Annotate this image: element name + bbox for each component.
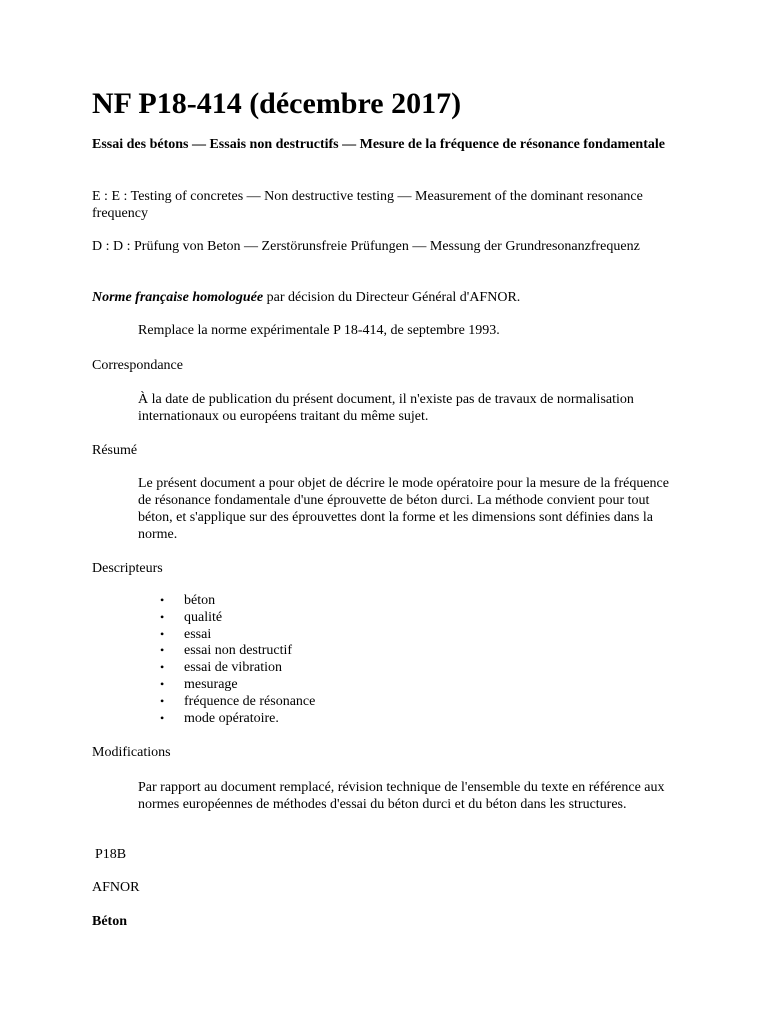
descripteurs-list	[160, 592, 315, 726]
resume-heading: Résumé	[92, 443, 138, 458]
list-item-label: essai non destructif	[184, 643, 293, 659]
list-item-label: mesurage	[184, 676, 238, 692]
descripteurs-heading: Descripteurs	[92, 561, 163, 576]
list-item	[160, 609, 315, 626]
list-item-label: essai	[184, 626, 212, 642]
list-item-label: mode opératoire.	[184, 710, 279, 726]
bullet-icon: •	[160, 693, 165, 708]
bullet-icon: •	[160, 660, 165, 675]
correspondance-text: À la date de publication du présent document, il n'existe pas de travaux de normalisation internationaux ou européens traitant du même sujet.	[138, 392, 634, 424]
category-label: Béton	[92, 914, 127, 929]
english-title: E : E : Testing of concretes — Non destructive testing — Measurement of the dominant resonance frequency	[92, 189, 643, 221]
bullet-icon: •	[160, 626, 165, 641]
list-item	[160, 676, 315, 693]
list-item-label: fréquence de résonance	[184, 693, 316, 709]
list-item-label: béton	[184, 593, 216, 608]
bullet-icon: •	[160, 676, 165, 691]
correspondance-heading: Correspondance	[92, 358, 183, 373]
modifications-heading: Modifications	[92, 745, 171, 760]
homologation-emphasis: Norme française homologuée	[92, 290, 264, 305]
list-item	[160, 710, 315, 727]
homologation-statement	[92, 289, 672, 306]
modifications-text: Par rapport au document remplacé, révision technique de l'ensemble du texte en référence aux normes européennes de méthodes d'essai du béton durci et du béton dans les structures.	[138, 780, 665, 812]
list-item	[160, 642, 315, 659]
classification-code: P18B	[95, 847, 127, 862]
german-title: D : D : Prüfung von Beton — Zerstörunsfreie Prüfungen — Messung der Grundresonanzfrequenz	[92, 239, 640, 254]
bullet-icon: •	[160, 593, 165, 607]
resume-text: Le présent document a pour objet de décrire le mode opératoire pour la mesure de la fréquence de résonance fondamentale d'une éprouvette de béton durci. La méthode convient pour tout béton, et s'applique sur des éprouvettes dont la forme et les dimensions sont définies dans la norme.	[138, 476, 669, 542]
bullet-icon: •	[160, 710, 165, 725]
bullet-icon: •	[160, 643, 165, 658]
list-item	[160, 626, 315, 643]
replaces-note: Remplace la norme expérimentale P 18-414, de septembre 1993.	[138, 323, 500, 338]
list-item	[160, 693, 315, 710]
document-subtitle: Essai des bétons — Essais non destructifs — Mesure de la fréquence de résonance fondamentale	[92, 137, 665, 152]
homologation-rest: par décision du Directeur Général d'AFNOR.	[263, 290, 521, 305]
bullet-icon: •	[160, 609, 165, 624]
list-item	[160, 659, 315, 676]
document-title: NF P18-414 (décembre 2017)	[92, 87, 462, 120]
list-item	[160, 592, 315, 609]
publisher-name: AFNOR	[92, 880, 140, 895]
list-item-label: qualité	[184, 609, 223, 625]
list-item-label: essai de vibration	[184, 660, 282, 676]
